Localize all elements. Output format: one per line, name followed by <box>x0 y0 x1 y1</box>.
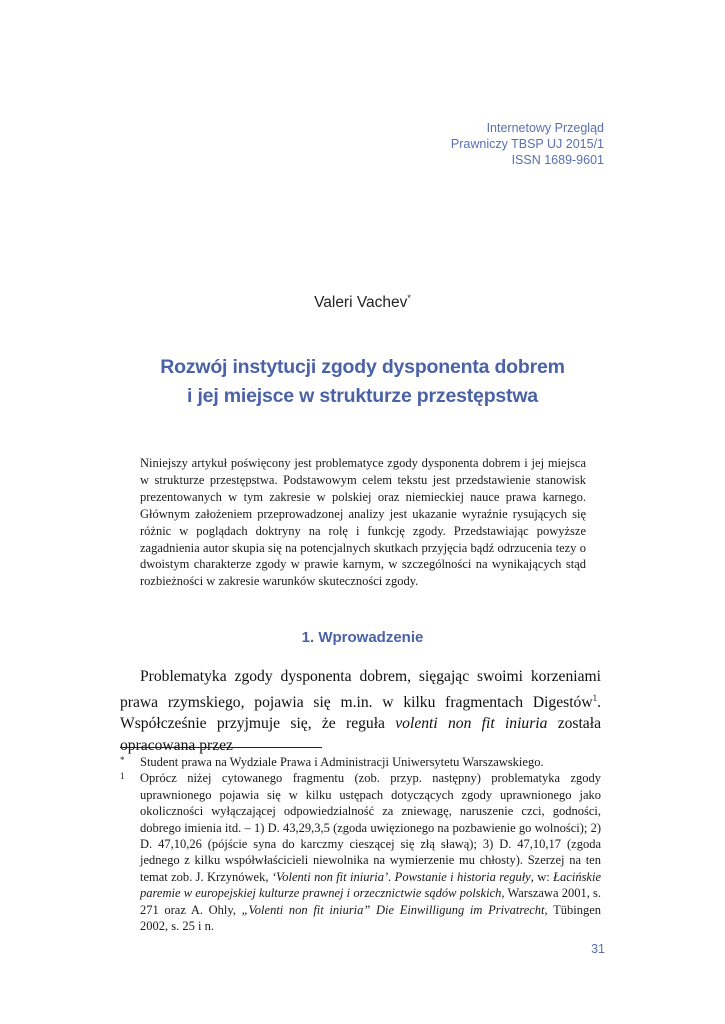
footnote-citation-title: „Volenti non fit iniuria” Die Einwilligung im Privatrecht <box>241 902 545 917</box>
footnote-text-part: , Tübingen 2002, s. 25 i n. <box>140 902 601 934</box>
page-number: 31 <box>591 942 605 956</box>
footnote-text: Student prawa na Wydziale Prawa i Administracji Uniwersytetu Warszawskiego. <box>140 755 544 769</box>
journal-header <box>451 120 604 168</box>
footnote-text <box>140 770 601 934</box>
body-text-latin: volenti non fit iniuria <box>395 715 548 733</box>
footnote-citation-title: Łacińskie paremie w europejskiej kulturze prawnej i orzecznictwie sądów polskich <box>140 869 602 901</box>
author-footnote-mark: * <box>407 293 411 303</box>
article-title <box>0 353 725 411</box>
journal-name-line1: Internetowy Przegląd <box>486 121 604 135</box>
journal-issn: ISSN 1689-9601 <box>511 153 604 167</box>
footnote-mark: 1 <box>120 771 125 782</box>
author-line <box>0 293 725 312</box>
footnote-text-part: , Warszawa 2001, s. 271 oraz A. Ohly, <box>140 886 602 917</box>
body-text-part1: Problematyka zgody dysponenta dobrem, sięgając swoimi korzeniami prawa rzymskiego, pojawia się m.in. w kilku fragmentach Digestów <box>120 668 601 711</box>
footnote-separator <box>120 747 322 748</box>
abstract: Niniejszy artykuł poświęcony jest problematyce zgody dysponenta dobrem i jej miejsca w strukturze przestępstwa. Podstawowym celem tekstu jest przedstawienie stanowisk prezentowanych w tym zakresie w polskiej oraz niemieckiej nauce prawa karnego. Głównym założeniem przeprowadzonej analizy jest ukazanie wyraźnie rysujących się różnic w poglądach doktryny na rolę i funkcję zgody. Przedstawiając powyższe zagadnienia autor skupia się na potencjalnych skutkach przyjęcia bądź odrzucenia tezy o dwoistym charakterze zgody w prawie karnym, w szczególności na wynikających stąd rozbieżności w zakresie warunków skuteczności zgody. <box>140 456 586 589</box>
footnote-1 <box>120 770 601 934</box>
footnote-author <box>120 754 601 770</box>
section-heading: 1. Wprowadzenie <box>301 629 424 646</box>
article-title-line2: i jej miejsce w strukturze przestępstwa <box>187 385 538 407</box>
body-paragraph <box>120 666 601 757</box>
footnote-citation-title: ‘Volenti non fit iniuria’. Powstanie i historia reguły <box>271 869 531 884</box>
journal-name-line2: Prawniczy TBSP UJ 2015/1 <box>450 137 604 151</box>
footnotes <box>120 754 601 934</box>
article-title-line1: Rozwój instytucji zgody dysponenta dobrem <box>160 356 565 378</box>
author-name: Valeri Vachev <box>314 294 408 312</box>
footnote-mark: * <box>120 755 125 765</box>
footnote-text-part: Oprócz niżej cytowanego fragmentu (zob. przyp. następny) problematyka zgody uprawnionego pojawia się w kilku ustępach dotyczących zgody uprawnionego jako okoliczności wyłączającej odpowiedzialność za zniewagę, naruszenie czci, godności, dobrego imienia itd. – 1) D. 43,29,3,5 (zgoda uwięzionego na pozbawienie go wolności); 2) D. 47,10,26 (pójście syna do karczmy cieszącej się złą sławą); 3) D. 47,10,17 (zgoda jednego z kilku współwłaścicieli niewolnika na wymierzenie mu chłosty). Szerzej na ten temat zob. J. Krzynówek, <box>140 771 601 884</box>
footnote-ref-1: 1 <box>592 692 598 703</box>
body-text-part3: została opracowana przez <box>120 715 601 754</box>
footnote-text-part: , w: <box>530 869 554 884</box>
body-text-part2: . Współcześnie przyjmuje się, że reguła <box>120 693 601 733</box>
